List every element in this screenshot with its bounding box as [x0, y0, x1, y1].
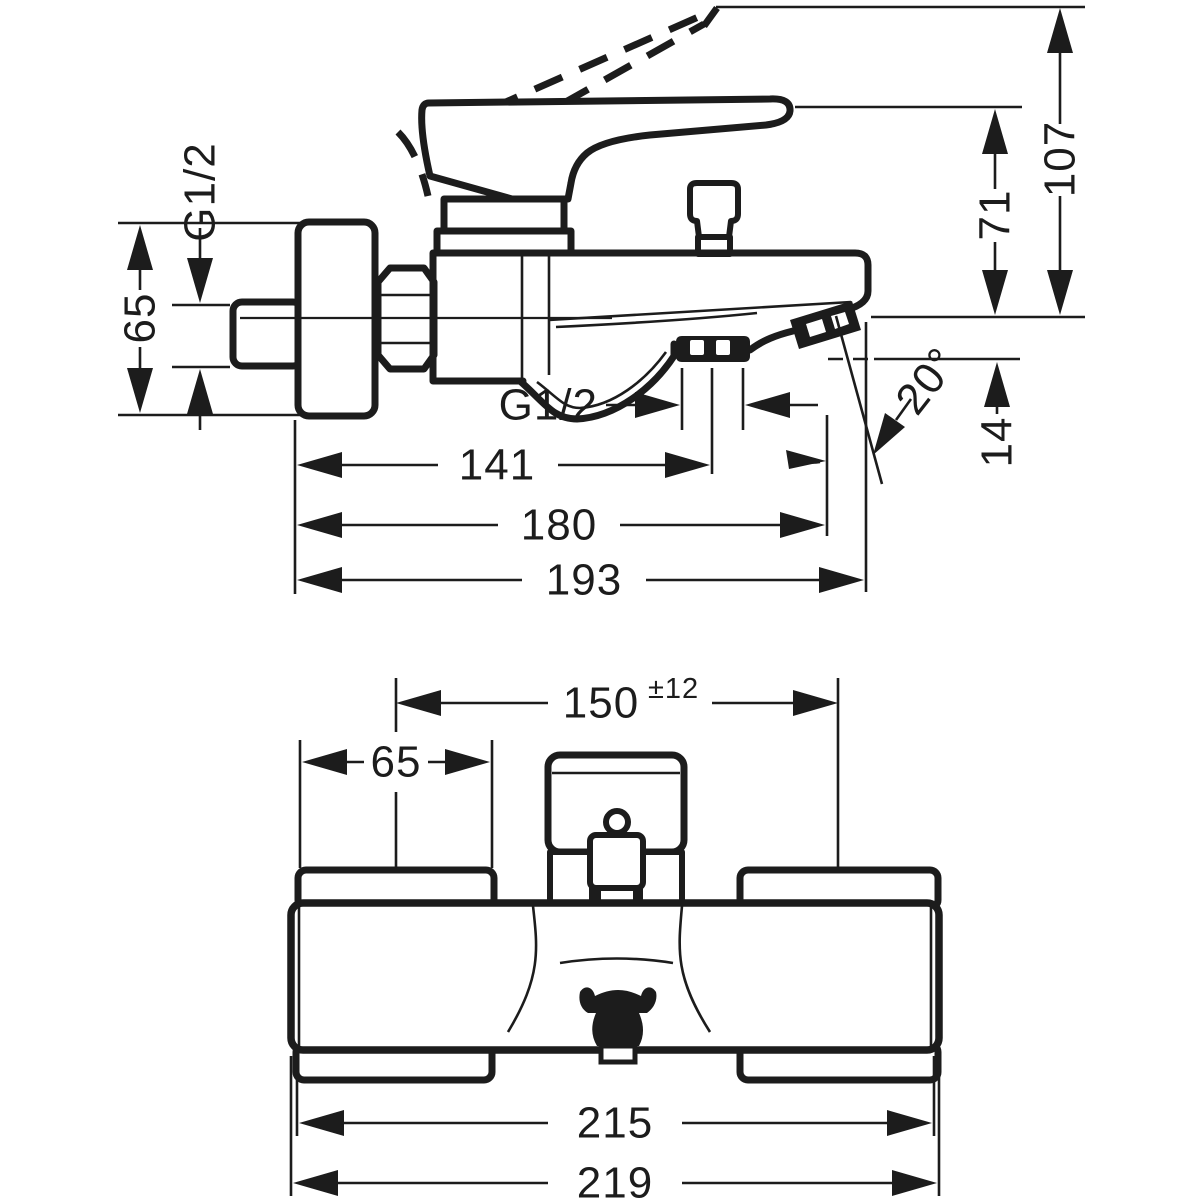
- angle-arc-arrowhead: [786, 450, 826, 469]
- hose-connection-block: [676, 336, 750, 362]
- arrowhead-down: [187, 258, 213, 303]
- arrowhead-down: [982, 270, 1008, 315]
- handle-bottom-view: [548, 755, 684, 905]
- arrowhead-left: [299, 1110, 344, 1136]
- dim-14-label: 14: [972, 416, 1022, 468]
- arrowhead-down: [127, 368, 153, 413]
- arrowhead-up: [982, 109, 1008, 154]
- wall-inlet-stub: [233, 302, 302, 366]
- dim-width-219: [293, 1159, 937, 1200]
- dim-width-215: [299, 1099, 932, 1148]
- aerator-outlet-block: [790, 301, 861, 349]
- angle-leader-arrowhead: [873, 413, 905, 455]
- dim-107-label: 107: [1035, 120, 1085, 198]
- dim-length-180: [297, 501, 825, 550]
- hose-thread-label: G1/2: [498, 380, 598, 430]
- dim-hose-thread-g12: [499, 381, 818, 430]
- arrowhead-up: [1047, 8, 1073, 53]
- arrowhead-left: [293, 1170, 338, 1196]
- arrowhead-right: [665, 452, 710, 478]
- arrowhead-left: [396, 690, 441, 716]
- arrowhead-left: [297, 452, 342, 478]
- lever-dashed-upper-line: [490, 10, 714, 109]
- lever-dashed-tip: [704, 8, 717, 26]
- arrowhead-right: [887, 1110, 932, 1136]
- diverter-knob: [690, 183, 738, 237]
- dim-150-tolerance-label: ±12: [648, 673, 700, 705]
- dim-length-141: [297, 441, 710, 490]
- arrowhead-up: [984, 362, 1010, 407]
- bottom-view: [291, 673, 939, 1200]
- dim-193-label: 193: [545, 555, 623, 605]
- dim-depth-71: [971, 109, 1020, 315]
- dim-depth-107: [1036, 8, 1085, 315]
- angle-reference-line: [836, 316, 882, 484]
- dim-wall-thread-g12: [172, 142, 230, 430]
- arrowhead-up: [127, 225, 153, 270]
- arrowhead-right: [445, 749, 490, 775]
- spout-top-edge-2: [556, 313, 757, 327]
- arrowhead-right: [819, 567, 864, 593]
- dim-outlet-drop-14: [973, 362, 1022, 467]
- dim-215-label: 215: [576, 1098, 654, 1148]
- dim-20deg-label: 20°: [886, 338, 968, 424]
- arrowhead-right: [793, 690, 838, 716]
- arrowhead-left: [302, 749, 347, 775]
- dim-65-bottom-label: 65: [370, 737, 422, 787]
- dim-connection-centers-150: [396, 673, 838, 728]
- hose-connection-slot-1: [690, 340, 704, 355]
- dim-180-label: 180: [520, 500, 598, 550]
- spout-outlet-dark: [579, 987, 656, 1013]
- arrowhead-left: [297, 512, 342, 538]
- handle-side-left: [550, 852, 592, 904]
- diverter-pin: [606, 811, 628, 833]
- arrowhead-left: [745, 392, 790, 418]
- hose-connection-slot-2: [716, 340, 730, 355]
- diverter-body: [590, 835, 643, 888]
- arrowhead-right: [635, 392, 680, 418]
- arrowhead-down: [1047, 270, 1073, 315]
- spout-neck-dark: [592, 1013, 643, 1046]
- arrowhead-right: [892, 1170, 937, 1196]
- wall-thread-label: G1/2: [175, 142, 225, 242]
- handle-base-upper: [444, 199, 564, 231]
- dim-escutcheon-width-65: [302, 738, 490, 787]
- arrowhead-up: [187, 369, 213, 414]
- arrowhead-right: [780, 512, 825, 538]
- arrowhead-left: [297, 567, 342, 593]
- spout-step: [750, 331, 793, 350]
- dim-71-label: 71: [970, 189, 1020, 241]
- dim-219-label: 219: [576, 1158, 654, 1200]
- dim-141-label: 141: [458, 440, 536, 490]
- front-view: [116, 7, 1086, 605]
- dim-150-label: 150: [562, 678, 640, 728]
- outlet-nut: [601, 1046, 635, 1062]
- handle-side-right: [640, 852, 682, 904]
- dim-65-left-label: 65: [115, 292, 165, 344]
- dim-length-193: [297, 556, 864, 605]
